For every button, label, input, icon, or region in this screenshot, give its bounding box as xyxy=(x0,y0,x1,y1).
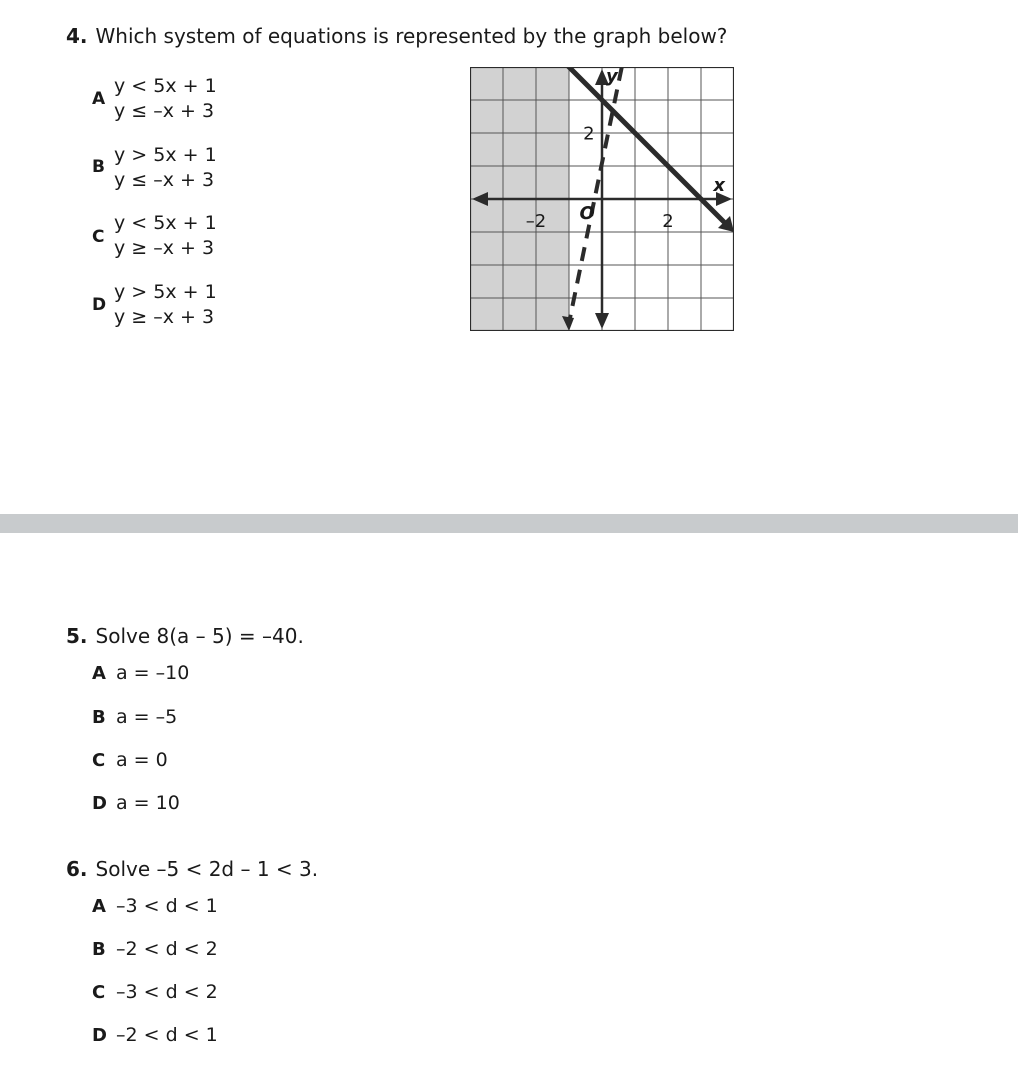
origin-label: O xyxy=(579,202,595,224)
q5-option-d-text: a = 10 xyxy=(116,792,180,814)
q4-option-c-label: C xyxy=(92,227,105,247)
q5-option-b-label: B xyxy=(92,707,106,728)
q6-number: 6. xyxy=(66,857,88,881)
q4-option-b-line1: y > 5x + 1 xyxy=(114,144,217,166)
q4-option-c-line2: y ≥ –x + 3 xyxy=(114,237,215,259)
q4-option-a-label: A xyxy=(92,89,106,109)
q4-option-b-label: B xyxy=(92,157,105,177)
q5-option-a[interactable] xyxy=(92,662,189,684)
q5-text: Solve 8(a – 5) = –40. xyxy=(95,624,304,648)
y-axis-label: y xyxy=(606,67,618,87)
q5-option-b-text: a = –5 xyxy=(116,706,178,728)
q6-prompt xyxy=(66,857,318,881)
q5-option-c-text: a = 0 xyxy=(116,749,168,771)
q6-option-a-label: A xyxy=(92,896,106,917)
q4-option-a-line2: y ≤ –x + 3 xyxy=(114,100,215,122)
dashed-boundary-line xyxy=(569,67,622,323)
y-tick-label-2: 2 xyxy=(583,123,595,145)
q5-option-d[interactable] xyxy=(92,792,180,814)
q5-option-c[interactable] xyxy=(92,749,168,771)
q5-option-c-label: C xyxy=(92,750,106,771)
q5-option-d-label: D xyxy=(92,793,107,814)
q4-prompt xyxy=(66,24,727,48)
q6-option-a[interactable] xyxy=(92,895,218,917)
q6-option-c[interactable] xyxy=(92,981,218,1003)
q6-option-d-text: –2 < d < 1 xyxy=(116,1024,218,1046)
q6-text: Solve –5 < 2d – 1 < 3. xyxy=(95,857,319,881)
q6-option-a-text: –3 < d < 1 xyxy=(116,895,218,917)
section-divider xyxy=(0,514,1018,533)
q4-option-d-line2: y ≥ –x + 3 xyxy=(114,306,215,328)
q4-text: Which system of equations is represented by the graph below? xyxy=(95,24,728,48)
x-axis-label: x xyxy=(713,174,725,196)
q6-option-d-label: D xyxy=(92,1025,107,1046)
x-tick-label-2: 2 xyxy=(662,211,674,233)
q4-option-d-line1: y > 5x + 1 xyxy=(114,281,217,303)
x-tick-label-neg2: –2 xyxy=(525,211,547,233)
q5-number: 5. xyxy=(66,624,88,648)
y-axis-bottom-arrow xyxy=(595,313,609,329)
q4-option-c-line1: y < 5x + 1 xyxy=(114,212,217,234)
q6-option-c-text: –3 < d < 2 xyxy=(116,981,218,1003)
q6-option-b[interactable] xyxy=(92,938,218,960)
q4-option-a-line1: y < 5x + 1 xyxy=(114,75,217,97)
q5-prompt xyxy=(66,624,304,648)
q6-option-d[interactable] xyxy=(92,1024,218,1046)
q4-graph xyxy=(470,67,734,331)
q5-option-b[interactable] xyxy=(92,706,177,728)
q5-option-a-text: a = –10 xyxy=(116,662,190,684)
q4-option-d-label: D xyxy=(92,295,107,315)
q5-option-a-label: A xyxy=(92,663,106,684)
q6-option-b-label: B xyxy=(92,939,106,960)
q6-option-c-label: C xyxy=(92,982,106,1003)
q4-option-b-line2: y ≤ –x + 3 xyxy=(114,169,215,191)
q4-number: 4. xyxy=(66,24,88,48)
solid-boundary-line xyxy=(567,67,727,225)
q6-option-b-text: –2 < d < 2 xyxy=(116,938,218,960)
